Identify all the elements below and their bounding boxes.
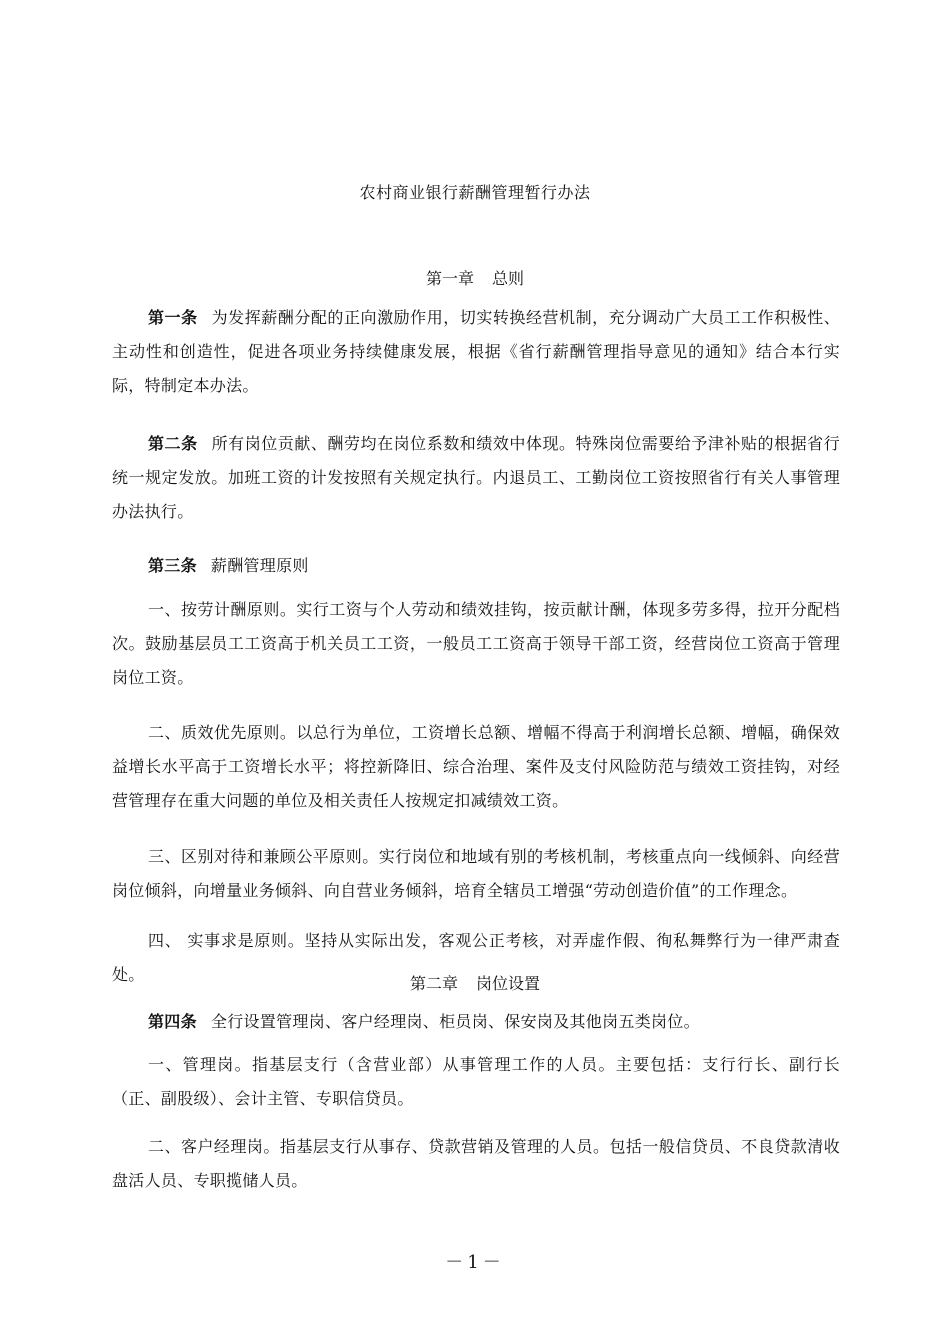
article-2 bbox=[112, 427, 840, 529]
article-2-text: 所有岗位贡献、酬劳均在岗位系数和绩效中体现。特殊岗位需要给予津补贴的根据省行统一规定发放。加班工资的计发按照有关规定执行。内退员工、工勤岗位工资按照省行有关人事管理办法执行。 bbox=[112, 434, 841, 521]
article-1-label: 第一条 bbox=[148, 308, 198, 327]
article-4-post-2: 二、客户经理岗。指基层支行从事存、贷款营销及管理的人员。包括一般信贷员、不良贷款清收盘活人员、专职揽储人员。 bbox=[112, 1137, 840, 1190]
article-3-principle-2: 二、质效优先原则。以总行为单位，工资增长总额、增幅不得高于利润增长总额、增幅，确保效益增长水平高于工资增长水平；将控新降旧、综合治理、案件及支付风险防范与绩效工资挂钩，对经营管理存在重大问题的单位及相关责任人按规定扣减绩效工资。 bbox=[112, 723, 840, 810]
article-3-principle-1: 一、按劳计酬原则。实行工资与个人劳动和绩效挂钩，按贡献计酬，体现多劳多得，拉开分配档次。鼓励基层员工工资高于机关员工工资，一般员工工资高于领导干部工资，经营岗位工资高于管理岗位工资。 bbox=[112, 600, 840, 687]
article-4-label: 第四条 bbox=[148, 1012, 197, 1031]
article-2-label: 第二条 bbox=[148, 434, 198, 453]
article-3-label: 第三条 bbox=[148, 556, 197, 575]
chapter-1-name: 总则 bbox=[492, 269, 525, 288]
page-number: －1－ bbox=[445, 1252, 505, 1273]
chapter-1-heading bbox=[0, 266, 950, 289]
article-3-text: 薪酬管理原则 bbox=[210, 556, 309, 575]
article-4-post-1: 一、管理岗。指基层支行（含营业部）从事管理工作的人员。主要包括：支行行长、副行长（正、副股级）、会计主管、专职信贷员。 bbox=[112, 1055, 840, 1108]
chapter-1-number: 第一章 bbox=[425, 269, 474, 288]
chapter-2-heading bbox=[0, 971, 950, 994]
document-title: 农村商业银行薪酬管理暂行办法 bbox=[359, 183, 591, 202]
article-3 bbox=[112, 549, 840, 583]
article-4-text: 全行设置管理岗、客户经理岗、柜员岗、保安岗及其他岗五类岗位。 bbox=[210, 1012, 700, 1031]
article-1 bbox=[112, 301, 840, 403]
article-3-principle-4: 四、 实事求是原则。坚持从实际出发，客观公正考核，对弄虚作假、徇私舞弊行为一律严肃查处。 bbox=[112, 931, 840, 984]
chapter-2-number: 第二章 bbox=[409, 974, 458, 993]
chapter-2-name: 岗位设置 bbox=[476, 974, 541, 993]
article-4 bbox=[112, 1005, 840, 1039]
article-1-text: 为发挥薪酬分配的正向激励作用，切实转换经营机制，充分调动广大员工工作积极性、主动性和创造性，促进各项业务持续健康发展，根据《省行薪酬管理指导意见的通知》结合本行实际，特制定本办法。 bbox=[112, 308, 841, 395]
article-3-principle-3: 三、区别对待和兼顾公平原则。实行岗位和地域有别的考核机制，考核重点向一线倾斜、向经营岗位倾斜，向增量业务倾斜、向自营业务倾斜，培育全辖员工增强“劳动创造价值”的工作理念。 bbox=[112, 847, 840, 900]
